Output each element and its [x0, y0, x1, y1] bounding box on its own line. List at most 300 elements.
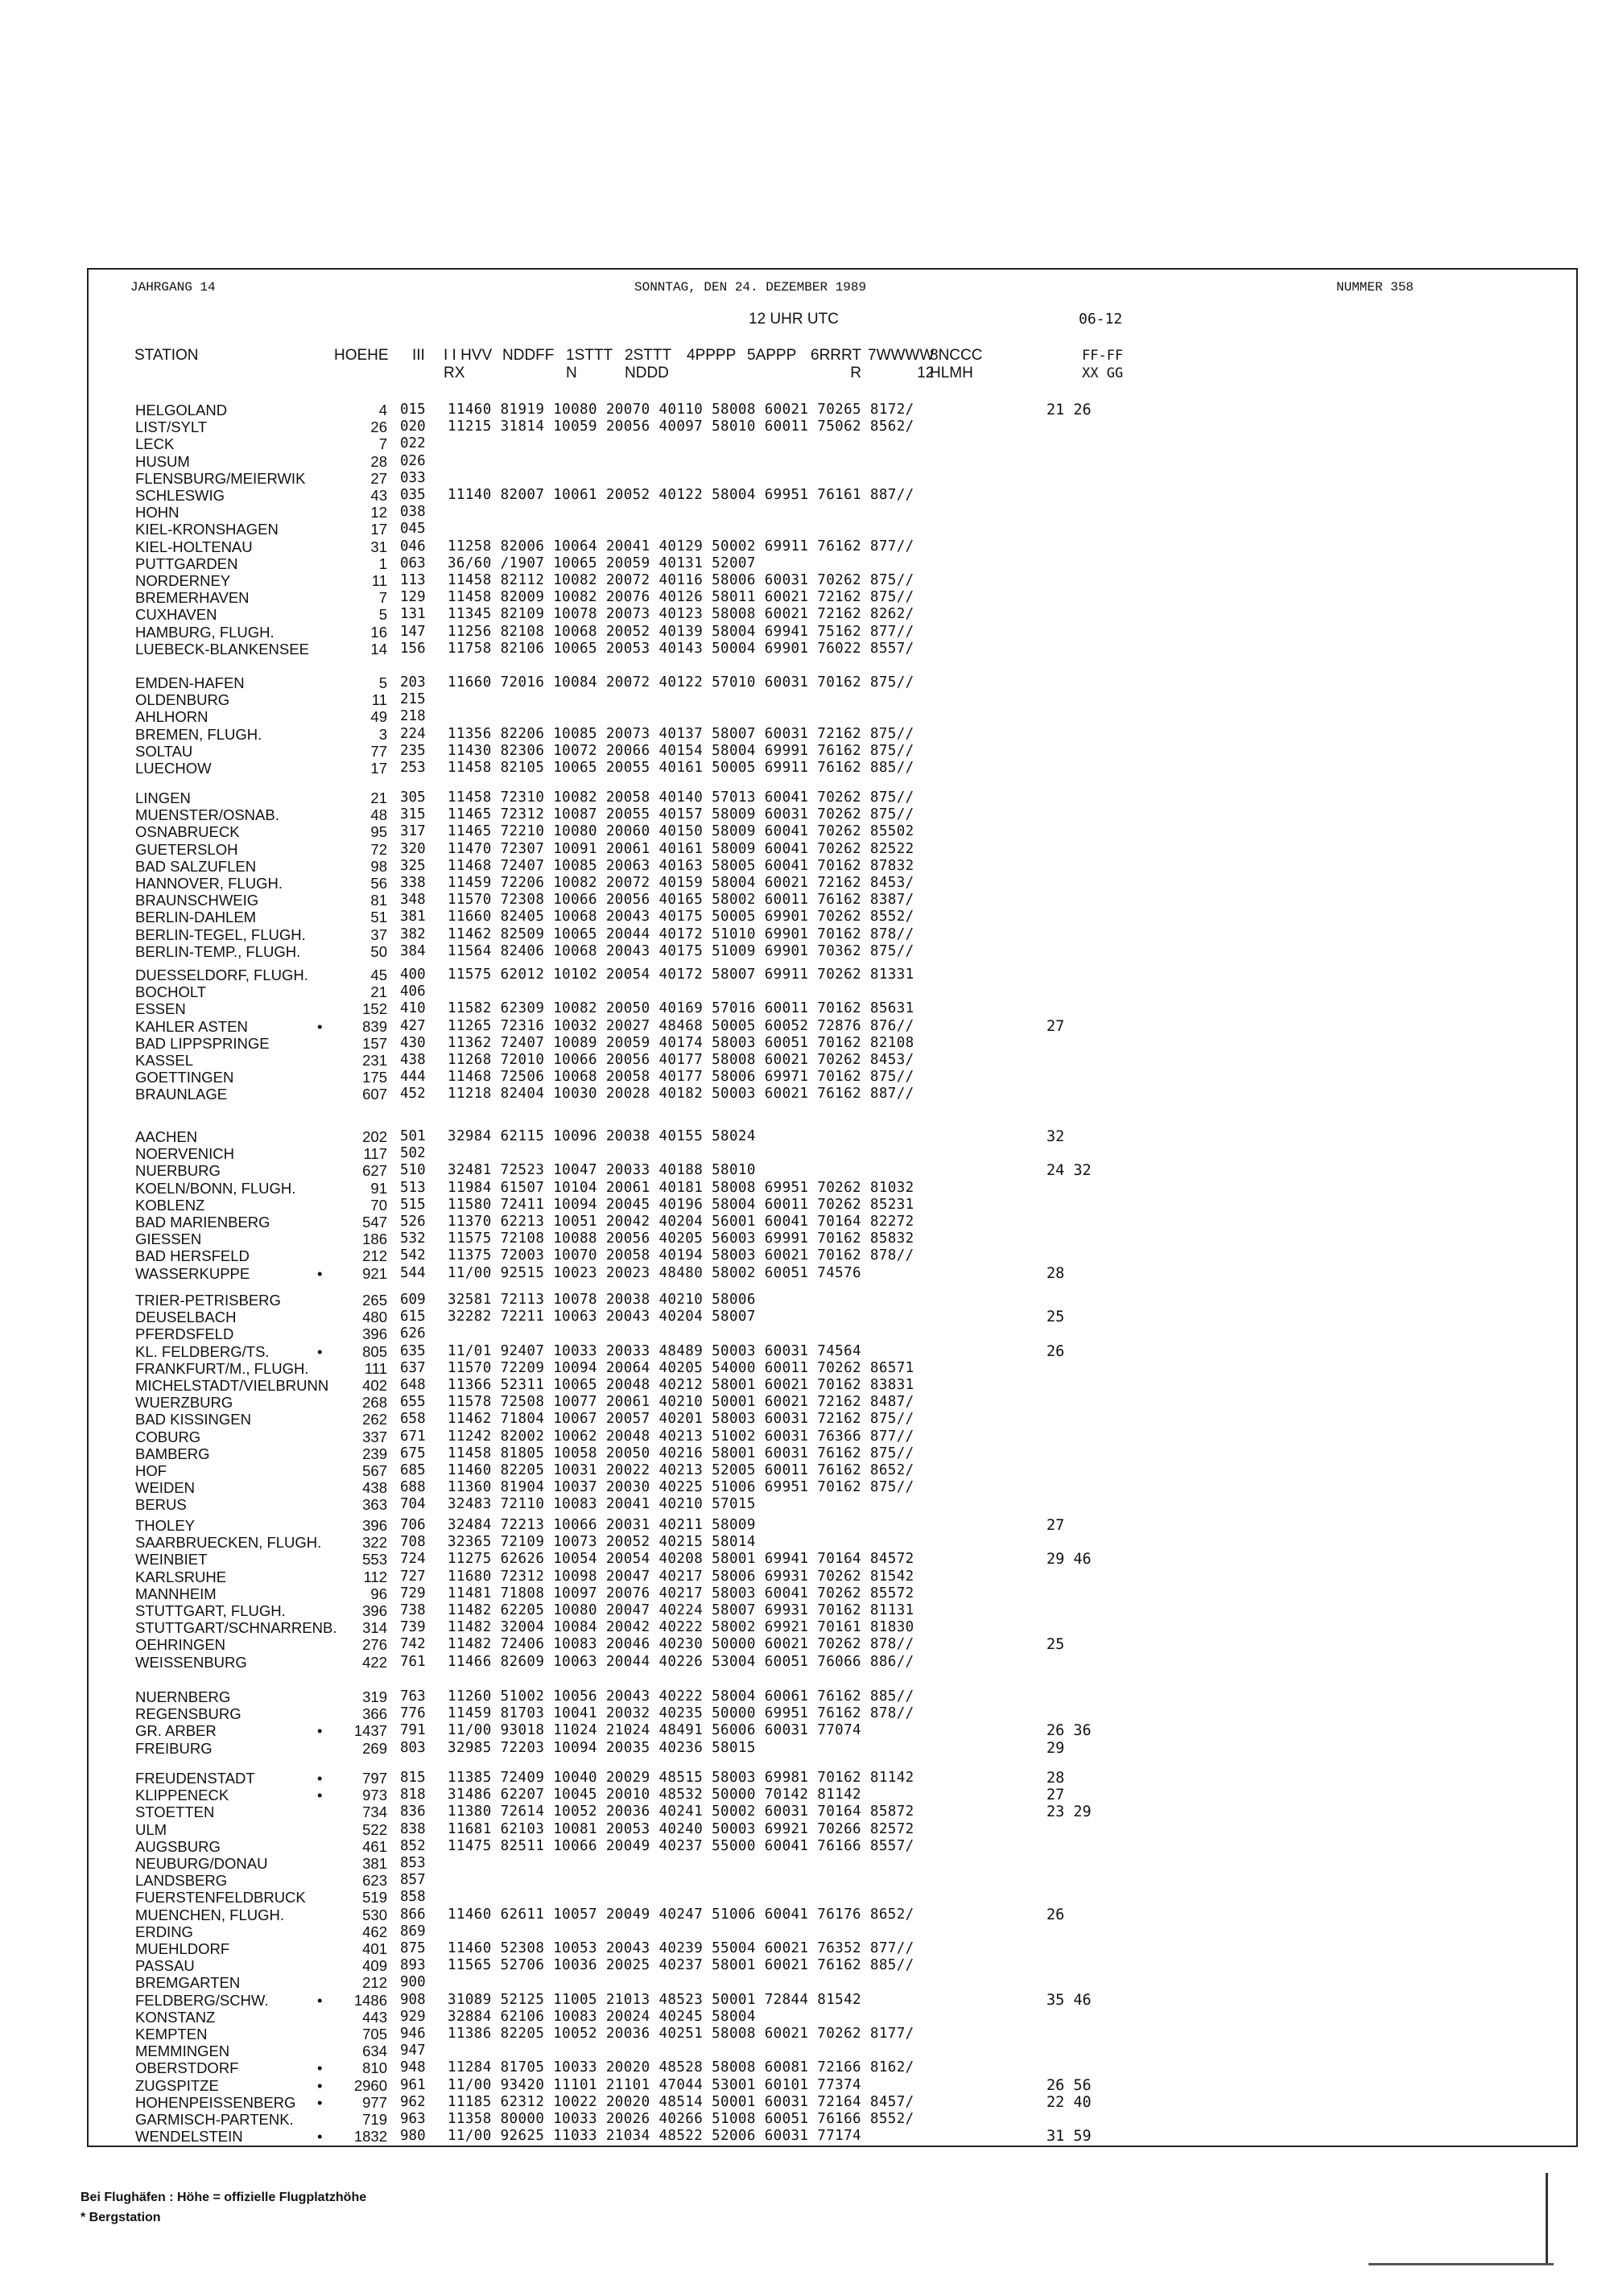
wind-gusts: 26 [1046, 1342, 1065, 1360]
wind-gusts: 26 36 [1046, 1722, 1092, 1740]
synop-groups: 11459 72206 10082 20072 40159 58004 60021 72162 8453/ [448, 875, 914, 891]
bergstation-marker: • [317, 1017, 323, 1035]
table-row [0, 1000, 1610, 1017]
table-row [0, 418, 1610, 435]
station-id: 427 [400, 1017, 426, 1034]
table-row [0, 1377, 1610, 1394]
table-row [0, 841, 1610, 858]
station-name: REGENSBURG [135, 1705, 242, 1723]
col-7wwww: 7WWWW 12 [868, 347, 935, 381]
wind-gusts: 35 46 [1046, 1991, 1092, 2009]
synop-groups: 11460 82205 10031 20022 40213 52005 60011 76162 8652/ [448, 1462, 914, 1478]
station-id: 015 [400, 402, 426, 418]
station-hoehe: 265 [362, 1292, 387, 1309]
station-id: 900 [400, 1974, 426, 1991]
station-hoehe: 443 [362, 2008, 387, 2026]
station-hoehe: 157 [362, 1034, 387, 1052]
table-row [0, 1128, 1610, 1145]
synop-groups: 32581 72113 10078 20038 40210 58006 [448, 1292, 756, 1308]
station-id: 131 [400, 606, 426, 623]
station-hoehe: 117 [363, 1145, 387, 1163]
synop-groups: 11465 72312 10087 20055 40157 58009 60031 70262 875// [448, 806, 914, 823]
station-hoehe: 839 [362, 1017, 387, 1035]
station-id: 038 [400, 504, 426, 521]
synop-groups: 11470 72307 10091 20061 40161 58009 60041 70262 82522 [448, 840, 914, 857]
table-row [0, 1957, 1610, 1974]
ext-period: 06-12 [1079, 311, 1123, 328]
station-name: HELGOLAND [135, 402, 228, 418]
station-hoehe: 977 [362, 2093, 387, 2111]
synop-groups: 32484 72213 10066 20031 40211 58009 [448, 1517, 756, 1533]
station-name: WEIDEN [135, 1479, 195, 1497]
station-name: MANNHEIM [135, 1585, 217, 1602]
station-id: 338 [400, 875, 426, 891]
col-nddff: NDDFF [502, 347, 555, 364]
wind-gusts: 29 [1046, 1739, 1065, 1757]
table-row [0, 589, 1610, 606]
station-name: LUEBECK-BLANKENSEE [135, 640, 309, 657]
col-station: STATION [134, 347, 199, 364]
station-name: MUENCHEN, FLUGH. [135, 1906, 285, 1923]
station-name: KARLSRUHE [135, 1568, 227, 1585]
station-hoehe: 111 [364, 1359, 387, 1377]
table-row [0, 1821, 1610, 1838]
table-row [0, 943, 1610, 960]
wind-gusts: 24 32 [1046, 1162, 1092, 1180]
table-row [0, 2111, 1610, 2128]
table-row [0, 823, 1610, 840]
station-name: WUERZBURG [135, 1394, 233, 1412]
station-name: MUEHLDORF [135, 1940, 230, 1957]
table-row [0, 1428, 1610, 1445]
station-hoehe: 519 [362, 1889, 387, 1906]
station-name: HOHN [135, 504, 180, 521]
station-name: LINGEN [135, 789, 191, 806]
synop-groups: 31089 52125 11005 21013 48523 50001 72844 81542 [448, 1991, 861, 2008]
synop-groups: 11362 72407 10089 20059 40174 58003 60051 70162 82108 [448, 1034, 914, 1051]
station-id: 838 [400, 1820, 426, 1837]
synop-groups: 11575 62012 10102 20054 40172 58007 69911 70262 81331 [448, 967, 914, 983]
table-row [0, 708, 1610, 725]
station-name: SCHLESWIG [135, 487, 225, 504]
station-name: HANNOVER, FLUGH. [135, 875, 283, 892]
station-id: 724 [400, 1551, 426, 1568]
station-id: 671 [400, 1428, 426, 1445]
synop-groups: 11385 72409 10040 20029 48515 58003 69981 70162 81142 [448, 1770, 914, 1786]
station-hoehe: 11 [371, 572, 387, 589]
station-id: 858 [400, 1889, 426, 1906]
synop-groups: 32985 72203 10094 20035 40236 58015 [448, 1739, 756, 1756]
table-row [0, 572, 1610, 589]
station-id: 033 [400, 469, 426, 486]
station-hoehe: 462 [362, 1923, 387, 1940]
synop-groups: 11265 72316 10032 20027 48468 50005 60052 72876 876// [448, 1017, 914, 1034]
station-name: HAMBURG, FLUGH. [135, 623, 275, 641]
synop-groups: 11458 82112 10082 20072 40116 58006 60031 70262 875// [448, 572, 914, 588]
table-row [0, 806, 1610, 823]
station-hoehe: 56 [370, 875, 387, 892]
station-name: GIESSEN [135, 1230, 202, 1248]
station-id: 761 [400, 1653, 426, 1670]
synop-groups: 11185 62312 10022 20020 48514 50001 60031 72164 8457/ [448, 2093, 914, 2110]
station-id: 688 [400, 1479, 426, 1496]
station-hoehe: 21 [370, 789, 387, 806]
table-row [0, 1197, 1610, 1214]
station-name: KLIPPENECK [135, 1787, 229, 1804]
synop-groups: 11358 80000 10033 20026 40266 51008 60051 76166 8552/ [448, 2111, 914, 2127]
station-name: ERDING [135, 1923, 193, 1940]
wind-gusts: 27 [1046, 1787, 1065, 1804]
wind-gusts: 26 [1046, 1906, 1065, 1923]
table-row [0, 1052, 1610, 1069]
station-id: 235 [400, 742, 426, 759]
station-name: PUTTGARDEN [135, 554, 238, 572]
synop-groups: 11/00 93018 11024 21024 48491 56006 60031 77074 [448, 1722, 861, 1739]
station-id: 381 [400, 909, 426, 925]
bergstation-marker: • [317, 1342, 323, 1360]
synop-groups: 11458 72310 10082 20058 40140 57013 60041 70262 875// [448, 789, 914, 806]
synop-groups: 11468 72506 10068 20058 40177 58006 69971 70162 875// [448, 1069, 914, 1086]
table-row [0, 1325, 1610, 1342]
station-hoehe: 16 [370, 623, 387, 641]
wind-gusts: 25 [1046, 1309, 1065, 1326]
station-id: 963 [400, 2111, 426, 2127]
bergstation-marker: • [317, 2128, 323, 2146]
station-id: 526 [400, 1214, 426, 1230]
col-6rrrt: 6RRRT R [811, 347, 861, 381]
station-hoehe: 12 [370, 504, 387, 521]
station-hoehe: 91 [370, 1179, 387, 1197]
wind-gusts: 31 59 [1046, 2128, 1092, 2146]
table-row [0, 402, 1610, 418]
synop-groups: 11/00 92625 11033 21034 48522 52006 60031 77174 [448, 2128, 861, 2145]
bergstation-marker: • [317, 2093, 323, 2111]
station-hoehe: 921 [362, 1264, 387, 1282]
synop-groups: 11582 62309 10082 20050 40169 57016 60011 70162 85631 [448, 1000, 914, 1017]
synop-groups: 31486 62207 10045 20010 48532 50000 70142 81142 [448, 1787, 861, 1803]
station-id: 129 [400, 589, 426, 606]
synop-groups: 36/60 /1907 10065 20059 40131 52007 [448, 554, 756, 571]
station-name: BAD MARIENBERG [135, 1214, 270, 1230]
table-row [0, 983, 1610, 1000]
table-row [0, 1619, 1610, 1636]
station-name: FRANKFURT/M., FLUGH. [135, 1359, 309, 1377]
station-id: 515 [400, 1196, 426, 1213]
col-hvv: I I HVV RX [444, 347, 493, 381]
station-hoehe: 322 [362, 1534, 387, 1552]
station-name: BAD KISSINGEN [135, 1411, 251, 1428]
station-id: 253 [400, 760, 426, 776]
table-row [0, 1838, 1610, 1855]
station-id: 156 [400, 640, 426, 657]
station-name: LECK [135, 435, 175, 453]
station-hoehe: 1832 [353, 2128, 387, 2146]
table-row [0, 1923, 1610, 1940]
station-id: 542 [400, 1247, 426, 1264]
table-row [0, 1292, 1610, 1309]
station-name: OBERSTDORF [135, 2059, 239, 2077]
station-hoehe: 396 [362, 1602, 387, 1619]
synop-groups: 11580 72411 10094 20045 40196 58004 60011 70262 85231 [448, 1196, 914, 1213]
station-name: NORDERNEY [135, 572, 231, 589]
bergstation-marker: • [317, 1991, 323, 2009]
station-hoehe: 5 [378, 606, 387, 624]
synop-groups: 11458 82009 10082 20076 40126 58011 60021 72162 875// [448, 589, 914, 606]
table-row [0, 967, 1610, 983]
synop-groups: 11268 72010 10066 20056 40177 58008 60021 70262 8453/ [448, 1052, 914, 1068]
synop-groups: 11380 72614 10052 20036 40241 50002 60031 70164 85872 [448, 1803, 914, 1820]
station-hoehe: 262 [362, 1411, 387, 1428]
station-hoehe: 7 [378, 589, 387, 607]
station-name: KIEL-HOLTENAU [135, 538, 253, 555]
synop-groups: 11375 72003 10070 20058 40194 58003 60021 70162 878// [448, 1247, 914, 1264]
jahrgang: JAHRGANG 14 [130, 280, 216, 295]
table-row [0, 2077, 1610, 2094]
station-hoehe: 396 [362, 1325, 387, 1343]
station-hoehe: 319 [362, 1688, 387, 1705]
table-row [0, 538, 1610, 555]
station-hoehe: 48 [370, 806, 387, 824]
station-name: ZUGSPITZE [135, 2076, 219, 2094]
station-name: BERLIN-TEGEL, FLUGH. [135, 925, 306, 943]
synop-groups: 32984 62115 10096 20038 40155 58024 [448, 1128, 756, 1144]
synop-groups: 11460 52308 10053 20043 40239 55004 60021 76352 877// [448, 1940, 914, 1956]
station-id: 763 [400, 1688, 426, 1704]
table-row [0, 1230, 1610, 1247]
station-hoehe: 49 [370, 708, 387, 726]
station-hoehe: 231 [362, 1052, 387, 1069]
bergstation-marker: • [317, 2059, 323, 2077]
station-id: 866 [400, 1906, 426, 1923]
table-row [0, 875, 1610, 892]
station-name: BRAUNSCHWEIG [135, 892, 259, 909]
station-hoehe: 567 [362, 1462, 387, 1479]
table-row [0, 1265, 1610, 1282]
table-row [0, 674, 1610, 691]
station-name: DUESSELDORF, FLUGH. [135, 967, 308, 983]
station-name: COBURG [135, 1428, 201, 1445]
station-hoehe: 1486 [353, 1991, 387, 2009]
station-name: STOETTEN [135, 1803, 215, 1821]
table-row [0, 2042, 1610, 2059]
station-hoehe: 797 [362, 1770, 387, 1787]
synop-groups: 11481 71808 10097 20076 40217 58003 60041 70262 85572 [448, 1585, 914, 1601]
station-id: 218 [400, 708, 426, 725]
table-row [0, 926, 1610, 943]
station-hoehe: 363 [362, 1496, 387, 1514]
station-hoehe: 27 [370, 469, 387, 487]
table-row [0, 1247, 1610, 1264]
table-row [0, 1940, 1610, 1957]
station-id: 635 [400, 1342, 426, 1359]
table-row [0, 606, 1610, 623]
station-name: SAARBRUECKEN, FLUGH. [135, 1534, 322, 1552]
station-id: 215 [400, 691, 426, 708]
station-name: BERLIN-TEMP., FLUGH. [135, 942, 301, 960]
table-row [0, 2128, 1610, 2145]
station-hoehe: 438 [362, 1479, 387, 1497]
station-id: 706 [400, 1517, 426, 1533]
station-name: SOLTAU [135, 742, 193, 760]
station-name: WEINBIET [135, 1551, 208, 1568]
col-1sttt: 1STTT N [566, 347, 613, 381]
wind-gusts: 32 [1046, 1128, 1065, 1145]
station-hoehe: 77 [370, 742, 387, 760]
station-id: 452 [400, 1086, 426, 1103]
station-id: 203 [400, 674, 426, 690]
station-id: 776 [400, 1705, 426, 1722]
table-row [0, 1180, 1610, 1197]
station-id: 513 [400, 1179, 426, 1196]
station-hoehe: 634 [362, 2042, 387, 2060]
wind-gusts: 28 [1046, 1770, 1065, 1787]
station-hoehe: 31 [370, 538, 387, 555]
station-hoehe: 268 [362, 1394, 387, 1412]
table-row [0, 1462, 1610, 1479]
station-name: OEHRINGEN [135, 1636, 226, 1654]
station-name: WEISSENBURG [135, 1653, 247, 1671]
station-hoehe: 14 [370, 640, 387, 657]
station-hoehe: 212 [362, 1974, 387, 1992]
synop-groups: 32483 72110 10083 20041 40210 57015 [448, 1496, 756, 1513]
station-id: 305 [400, 789, 426, 806]
station-id: 742 [400, 1636, 426, 1653]
table-row [0, 1872, 1610, 1889]
table-row [0, 1992, 1610, 2009]
station-hoehe: 705 [362, 2026, 387, 2042]
synop-groups: 11459 81703 10041 20032 40235 50000 69951 76162 878// [448, 1705, 914, 1722]
station-id: 400 [400, 967, 426, 983]
station-id: 852 [400, 1837, 426, 1854]
table-row [0, 1394, 1610, 1411]
station-id: 406 [400, 983, 426, 1000]
station-hoehe: 28 [370, 452, 387, 470]
synop-groups: 11660 72016 10084 20072 40122 57010 60031 70162 875// [448, 674, 914, 690]
col-hoehe: HOEHE [334, 347, 389, 364]
synop-groups: 11460 81919 10080 20070 40110 58008 60021 70265 8172/ [448, 402, 914, 418]
station-id: 320 [400, 840, 426, 857]
station-hoehe: 719 [362, 2111, 387, 2128]
station-hoehe: 152 [362, 1000, 387, 1018]
wind-gusts: 28 [1046, 1264, 1065, 1282]
station-name: KEMPTEN [135, 2026, 208, 2042]
table-row [0, 1705, 1610, 1722]
station-id: 655 [400, 1394, 426, 1411]
station-hoehe: 553 [362, 1551, 387, 1568]
wind-gusts: 26 56 [1046, 2076, 1092, 2094]
station-hoehe: 805 [362, 1342, 387, 1360]
station-id: 022 [400, 435, 426, 452]
bergstation-marker: • [317, 1787, 323, 1804]
table-row [0, 624, 1610, 641]
station-name: WENDELSTEIN [135, 2128, 243, 2146]
bergstation-marker: • [317, 1264, 323, 1282]
station-id: 063 [400, 554, 426, 571]
station-id: 384 [400, 942, 426, 959]
table-row [0, 1787, 1610, 1803]
synop-groups: 11275 62626 10054 20054 40208 58001 69941 70164 84572 [448, 1551, 914, 1568]
synop-groups: 11578 72508 10077 20061 40210 50001 60021 72162 8487/ [448, 1394, 914, 1411]
synop-groups: 32481 72523 10047 20033 40188 58010 [448, 1162, 756, 1179]
table-row [0, 1636, 1610, 1653]
station-name: STUTTGART/SCHNARRENB. [135, 1619, 337, 1637]
synop-groups: 11681 62103 10081 20053 40240 50003 69921 70266 82572 [448, 1820, 914, 1837]
table-row [0, 487, 1610, 504]
station-id: 675 [400, 1445, 426, 1461]
table-row [0, 858, 1610, 875]
table-row [0, 1551, 1610, 1568]
table-row [0, 1214, 1610, 1230]
station-name: HOHENPEISSENBERG [135, 2093, 296, 2111]
table-row [0, 760, 1610, 777]
table-row [0, 1445, 1610, 1462]
station-name: BAD HERSFELD [135, 1247, 250, 1265]
synop-groups: 11482 72406 10083 20046 40230 50000 60021 70262 878// [448, 1636, 914, 1653]
station-name: BERLIN-DAHLEM [135, 909, 257, 926]
station-hoehe: 422 [362, 1653, 387, 1671]
station-name: LIST/SYLT [135, 418, 208, 436]
table-row [0, 1654, 1610, 1671]
col-2sttt: 2STTT NDDD [625, 347, 672, 381]
station-name: FLENSBURG/MEIERWIK [135, 469, 306, 487]
table-row [0, 1688, 1610, 1705]
station-id: 869 [400, 1923, 426, 1939]
station-id: 729 [400, 1585, 426, 1601]
observation-time: 12 UHR UTC [749, 311, 839, 328]
station-id: 430 [400, 1034, 426, 1051]
synop-groups: 11/01 92407 10033 20033 48489 50003 60031 74564 [448, 1342, 861, 1359]
synop-groups: 11482 62205 10080 20047 40224 58007 69931 70162 81131 [448, 1602, 914, 1618]
station-name: CUXHAVEN [135, 606, 217, 624]
col-8nccc: 8NCCC HLMH [930, 347, 983, 381]
station-name: GARMISCH-PARTENK. [135, 2111, 294, 2128]
station-name: STUTTGART, FLUGH. [135, 1602, 286, 1619]
station-id: 224 [400, 725, 426, 742]
synop-groups: 11386 82205 10052 20036 40251 58008 60021 70262 8177/ [448, 2026, 914, 2042]
station-name: BOCHOLT [135, 983, 207, 1001]
station-id: 658 [400, 1411, 426, 1428]
station-id: 501 [400, 1128, 426, 1144]
table-row [0, 641, 1610, 657]
bergstation-marker: • [317, 2076, 323, 2094]
table-row [0, 1145, 1610, 1162]
station-hoehe: 17 [370, 760, 387, 777]
station-hoehe: 627 [362, 1162, 387, 1180]
station-hoehe: 51 [370, 909, 387, 926]
station-name: LUECHOW [135, 760, 212, 777]
station-hoehe: 175 [362, 1069, 387, 1086]
station-hoehe: 50 [370, 942, 387, 960]
synop-groups: 11/00 93420 11101 21101 47044 53001 60101 77374 [448, 2076, 861, 2093]
station-hoehe: 547 [362, 1214, 387, 1230]
synop-groups: 11215 31814 10059 20056 40097 58010 60011 75062 8562/ [448, 418, 914, 435]
station-name: BAD LIPPSPRINGE [135, 1034, 270, 1052]
station-name: LANDSBERG [135, 1872, 228, 1890]
station-hoehe: 21 [370, 983, 387, 1001]
station-name: KONSTANZ [135, 2008, 216, 2026]
station-hoehe: 2960 [353, 2076, 387, 2094]
station-hoehe: 461 [362, 1837, 387, 1855]
station-hoehe: 37 [370, 925, 387, 943]
station-hoehe: 530 [362, 1906, 387, 1923]
station-hoehe: 973 [362, 1787, 387, 1804]
station-name: NOERVENICH [135, 1145, 235, 1163]
table-row [0, 504, 1610, 521]
station-hoehe: 522 [362, 1820, 387, 1838]
station-id: 325 [400, 857, 426, 874]
station-name: FREIBURG [135, 1739, 213, 1757]
synop-groups: 11570 72308 10066 20056 40165 58002 60011 76162 8387/ [448, 892, 914, 909]
